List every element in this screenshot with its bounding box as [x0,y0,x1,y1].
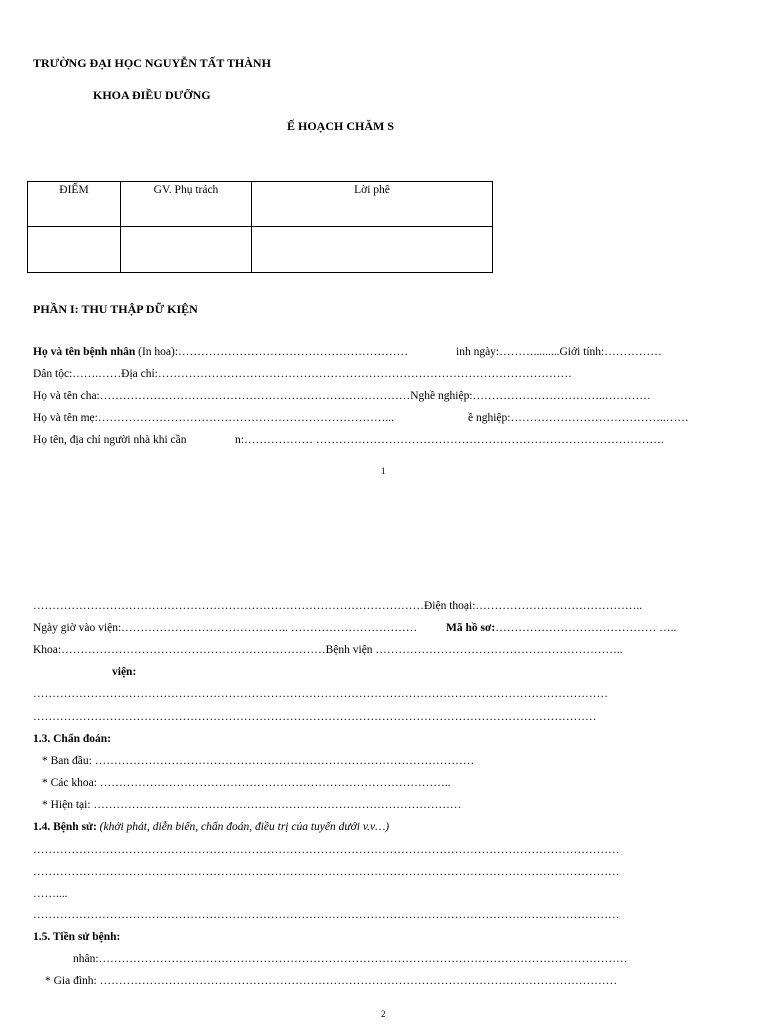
history-blank-2: ……………………………………………………………………………………………………………………………………… [33,866,620,878]
section-title: PHẦN I: THU THẬP DỮ KIỆN [33,302,198,316]
record-dots: …………………………………… ….. [495,622,677,634]
diagnosis-current: * Hiện tại: …………………………………………………………………………………… [42,799,462,811]
patient-name-label: Họ và tên bệnh nhân [33,346,136,358]
document-title: Ế HOẠCH CHĂM S [287,119,395,133]
mother-line: Họ và tên mẹ:…………………………………………………………………... [33,412,394,424]
grade-cell-score[interactable] [28,227,121,273]
history-blank-4: ……………………………………………………………………………………………………………………………………… [33,909,620,921]
grade-header-teacher: GV. Phụ trách [121,182,252,227]
relative-line-a: Họ tên, địa chỉ người nhà khi cần [33,434,187,446]
blank-line-2: ………………………………………………………………………………………………………………………………… [33,711,597,723]
record-line [446,622,676,634]
mother-job-line: ề nghiệp:…………………………………..…… [468,412,689,424]
father-line: Họ và tên cha:………………………………………………………………………Nghề nghiệp:……………………………..………… [33,390,651,402]
grade-header-comment: Lời phê [252,182,493,227]
phone-line: …………………………………………………………………………………………Điện thoại:…………………………………….. [33,600,643,612]
grade-cell-teacher[interactable] [121,227,252,273]
record-label: Mã hồ sơ: [446,622,496,634]
grade-header-score: ĐIỂM [28,182,121,227]
patient-name-line [33,346,408,358]
past-history-family: * Gia đình: ……………………………………………………………………………………………………………………… [45,975,618,987]
university-name: TRƯỜNG ĐẠI HỌC NGUYỄN TẤT THÀNH [33,56,271,70]
history-blank-1: ……………………………………………………………………………………………………………………………………… [33,844,620,856]
ethnic-address-line: Dân tộc:…….……Địa chỉ:……………………………………………………………………………………………… [33,368,572,380]
patient-name-hint: (In hoa):…………………………………………………… [135,346,409,358]
blank-line-1: …………………………………………………………………………………………………………………………………… [33,688,608,700]
admission-date: Ngày giờ vào viện:…………………………………….. …………………………… [33,622,418,634]
vien-label: viện: [112,666,137,678]
relative-line-b: n:……………… ………………………………………………………………………………. [235,434,664,446]
history-line [33,821,389,833]
history-title: 1.4. Bệnh sử: [33,821,97,833]
dob-gender-line: inh ngày:……….........Giới tính:…………… [456,346,662,358]
diagnosis-title: 1.3. Chẩn đoán: [33,733,111,745]
diagnosis-initial: * Ban đầu: ……………………………………………………………………………………… [42,755,475,767]
faculty-name: KHOA ĐIỀU DƯỠNG [93,88,211,102]
past-history-title: 1.5. Tiền sử bệnh: [33,931,121,943]
grade-table [27,181,493,273]
department-line: Khoa:……………………………………………………………Bệnh viện ……………………………………………………….. [33,644,623,656]
grade-cell-comment[interactable] [252,227,493,273]
diagnosis-departments: * Các khoa: ……………………………………………………………………………….. [42,777,451,789]
admission-line [33,622,417,634]
page-number-2: 2 [381,1009,386,1019]
page-number-1: 1 [381,466,386,476]
past-history-personal: nhân:………………………………………………………………………………………………………………………… [73,953,628,965]
history-hint: (khởi phát, diễn biến, chẩn đoán, điều trị của tuyến dưới v.v…) [96,821,390,833]
history-blank-3: …….... [33,888,68,900]
